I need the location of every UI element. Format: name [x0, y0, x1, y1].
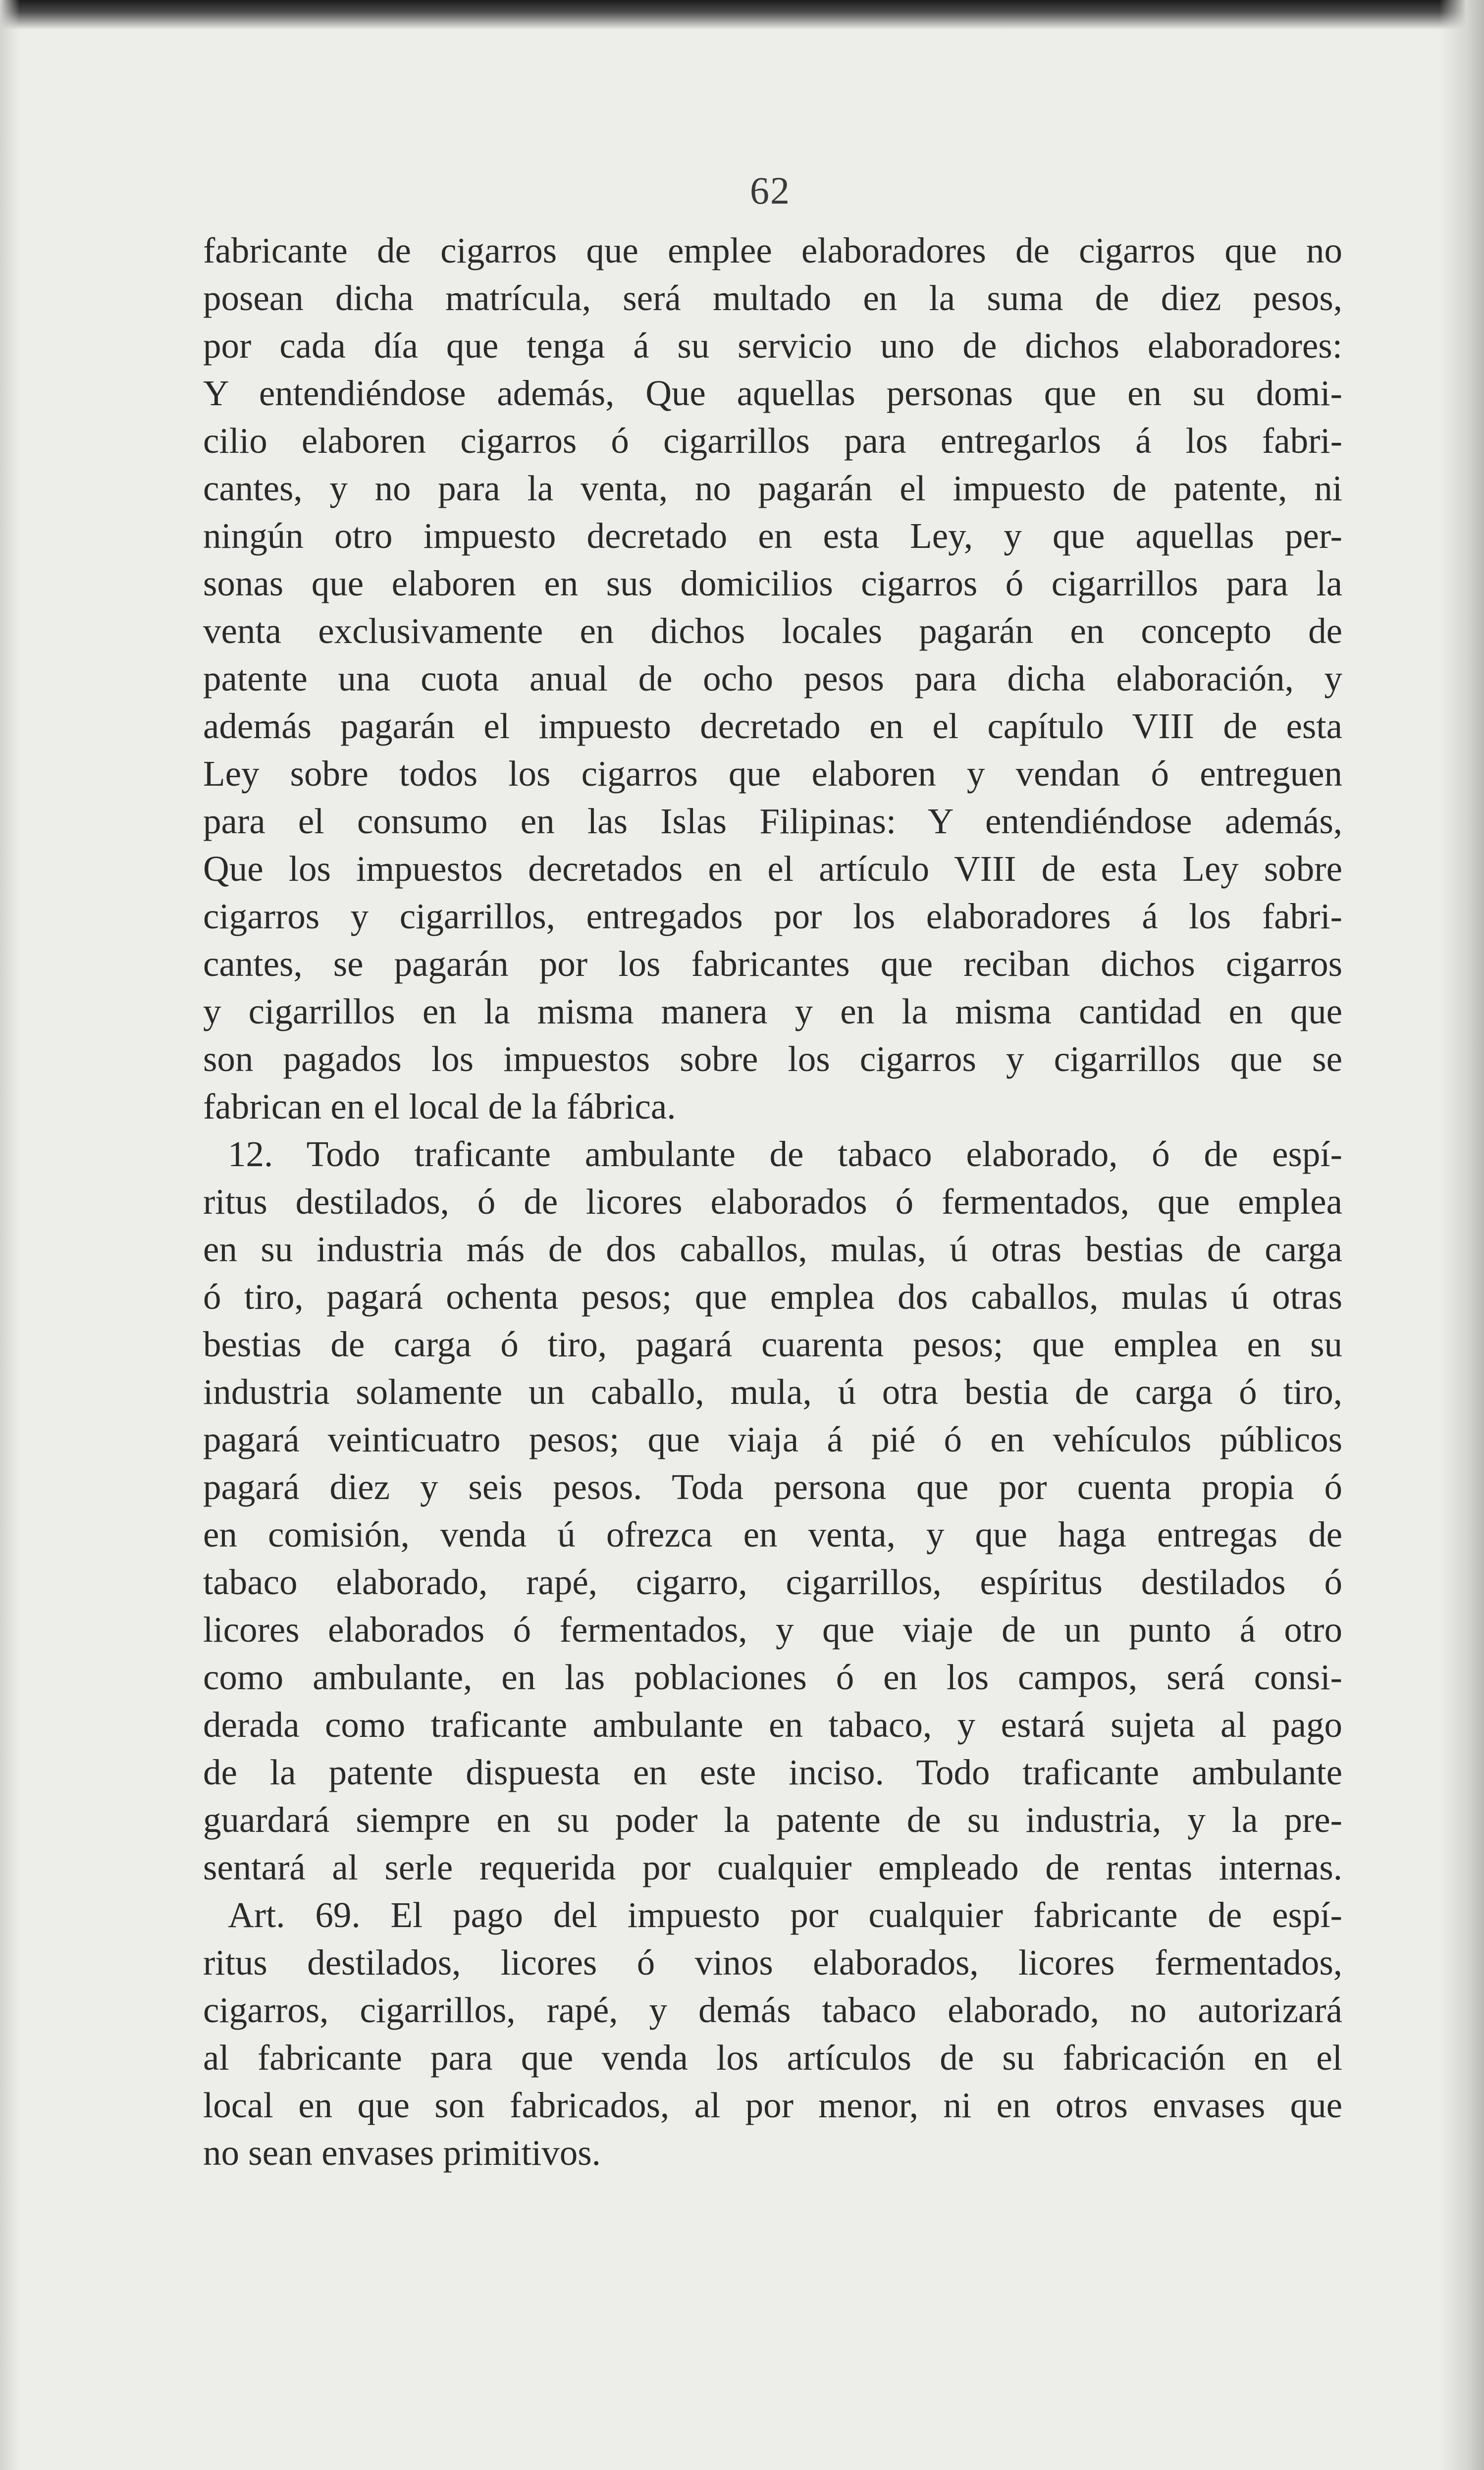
text-line: local en que son fabricados, al por menor, ni en otros envases que	[203, 2085, 1342, 2125]
text-line: cantes, se pagarán por los fabricantes que reciban dichos cigarros	[203, 944, 1342, 984]
text-line: ó tiro, pagará ochenta pesos; que emplea dos caballos, mulas ú otras	[203, 1277, 1342, 1317]
text-line: Y entendiéndose además, Que aquellas personas que en su domi-	[203, 373, 1342, 413]
text-line: de la patente dispuesta en este inciso. Todo traficante ambulante	[203, 1752, 1342, 1792]
text-line: cantes, y no para la venta, no pagarán el impuesto de patente, ni	[203, 468, 1342, 508]
text-line: venta exclusivamente en dichos locales pagarán en concepto de	[203, 611, 1342, 651]
text-line: industria solamente un caballo, mula, ú otra bestia de carga ó tiro,	[203, 1372, 1342, 1412]
text-line: fabrican en el local de la fábrica.	[203, 1086, 676, 1127]
text-line: ritus destilados, ó de licores elaborados ó fermentados, que emplea	[203, 1181, 1342, 1222]
text-line: Art. 69. El pago del impuesto por cualquier fabricante de espí-	[228, 1895, 1342, 1935]
text-line: como ambulante, en las poblaciones ó en los campos, será consi-	[203, 1657, 1342, 1697]
page-number: 62	[750, 169, 791, 212]
scan-left-edge	[0, 0, 20, 2470]
text-line: tabaco elaborado, rapé, cigarro, cigarrillos, espíritus destilados ó	[203, 1562, 1342, 1602]
scan-top-edge	[0, 0, 1484, 30]
text-line: derada como traficante ambulante en tabaco, y estará sujeta al pago	[203, 1705, 1342, 1745]
text-line: posean dicha matrícula, será multado en la suma de diez pesos,	[203, 278, 1342, 318]
text-line: al fabricante para que venda los artículos de su fabricación en el	[203, 2038, 1342, 2078]
text-line: cigarros y cigarrillos, entregados por los elaboradores á los fabri-	[203, 896, 1342, 936]
text-line: por cada día que tenga á su servicio uno de dichos elaboradores:	[203, 325, 1342, 366]
text-line: licores elaborados ó fermentados, y que viaje de un punto á otro	[203, 1610, 1342, 1650]
text-line: fabricante de cigarros que emplee elaboradores de cigarros que no	[203, 230, 1342, 270]
body-text	[203, 227, 1342, 2177]
text-line: pagará veinticuatro pesos; que viaja á pié ó en vehículos públicos	[203, 1419, 1342, 1459]
text-line: sonas que elaboren en sus domicilios cigarros ó cigarrillos para la	[203, 563, 1342, 603]
text-line: Que los impuestos decretados en el artículo VIII de esta Ley sobre	[203, 849, 1342, 889]
text-line: guardará siempre en su poder la patente de su industria, y la pre-	[203, 1800, 1342, 1840]
text-line: sentará al serle requerida por cualquier empleado de rentas internas.	[203, 1847, 1342, 1887]
text-line: y cigarrillos en la misma manera y en la misma cantidad en que	[203, 991, 1342, 1031]
text-line: bestias de carga ó tiro, pagará cuarenta pesos; que emplea en su	[203, 1324, 1342, 1364]
text-line: cigarros, cigarrillos, rapé, y demás tabaco elaborado, no autorizará	[203, 1990, 1342, 2030]
text-line: en su industria más de dos caballos, mulas, ú otras bestias de carga	[203, 1229, 1342, 1269]
scan-right-edge	[1439, 0, 1484, 2470]
text-line: además pagarán el impuesto decretado en el capítulo VIII de esta	[203, 706, 1342, 746]
text-line: en comisión, venda ú ofrezca en venta, y que haga entregas de	[203, 1514, 1342, 1555]
text-line: Ley sobre todos los cigarros que elaboren y vendan ó entreguen	[203, 753, 1342, 794]
text-line: ningún otro impuesto decretado en esta Ley, y que aquellas per-	[203, 516, 1342, 556]
text-line: para el consumo en las Islas Filipinas: Y entendiéndose además,	[203, 801, 1342, 841]
text-line: no sean envases primitivos.	[203, 2133, 601, 2173]
text-line: 12. Todo traficante ambulante de tabaco elaborado, ó de espí-	[228, 1134, 1342, 1174]
text-line: ritus destilados, licores ó vinos elaborados, licores fermentados,	[203, 1942, 1342, 1983]
text-line: patente una cuota anual de ocho pesos para dicha elaboración, y	[203, 658, 1342, 698]
text-line: cilio elaboren cigarros ó cigarrillos para entregarlos á los fabri-	[203, 421, 1342, 461]
text-line: son pagados los impuestos sobre los cigarros y cigarrillos que se	[203, 1039, 1342, 1079]
text-line: pagará diez y seis pesos. Toda persona que por cuenta propia ó	[203, 1467, 1342, 1507]
